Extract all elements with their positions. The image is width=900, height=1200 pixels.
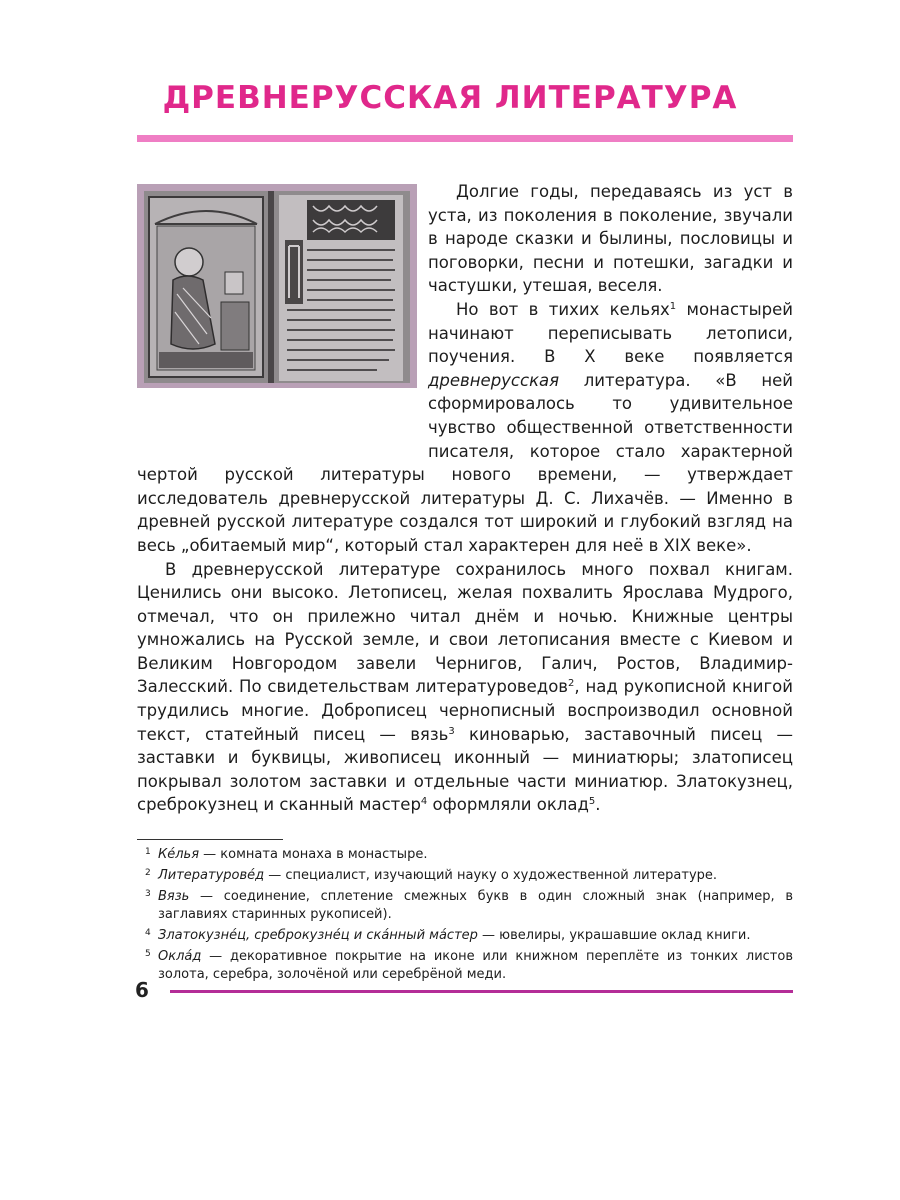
paragraph-3-text-a: В древнерусской литературе сохранилось много похвал книгам. Ценились они высоко. Летописец, желая похвалить Ярослава Мудрого, отмечал, что он прилежно читал днём и ночью. Книжные центры умножались на Русской земле, и свои летописания вместе с Киевом и Великим Новгородом завели Чернигов, Галич, Ростов, Владимир-Залесский. По свидетельствам литературоведов <box>137 559 793 697</box>
paragraph-3-text-e: . <box>595 795 601 815</box>
footnote-2 <box>137 867 793 885</box>
footnote-definition: — специалист, изучающий науку о художественной литературе. <box>264 868 718 883</box>
paragraph-1: Долгие годы, передаваясь из уст в уста, из поколения в поколение, звучали в народе сказки и былины, пословицы и поговорки, песни и потешки, загадки и частушки, утешая, веселя. <box>428 182 793 296</box>
paragraph-3-text-b: , над рукописной книгой трудились многие. Доброписец чернописный воспроизводил основной текст, статейный писец — вязь <box>137 677 793 744</box>
footnote-term: Вязь <box>158 889 190 904</box>
footnote-4 <box>137 927 793 945</box>
paragraph-2-text-b: монастырей начинают переписывать летописи, поучения. В X веке появляется <box>428 299 793 367</box>
footnote-term: Златокузне́ц, среброкузне́ц и ска́нный ма́стер <box>158 928 478 943</box>
footnote-ref-5[interactable]: 5 <box>588 796 596 808</box>
footnote-ref-4[interactable]: 4 <box>420 796 428 808</box>
paragraph-2-italic-term: древнерусская <box>428 370 560 390</box>
footnote-divider <box>137 839 283 840</box>
paragraph-2-text-a: Но вот в тихих кельях <box>456 299 670 319</box>
footnote-ref-2[interactable]: 2 <box>568 678 575 690</box>
paragraph-3 <box>137 558 793 818</box>
footnote-ref-3[interactable]: 3 <box>448 725 455 737</box>
footer-divider <box>170 990 793 993</box>
footnote-number: 2 <box>145 868 151 878</box>
paragraph-3-text-c: киноварью, заставочный писец — заставки и буквицы, живописец иконный — миниатюры; златописец покрывал золотом заставки и отдельные части миниатюр. Златокузнец, среброкузнец и сканный мастер <box>137 724 793 815</box>
footnote-number: 3 <box>145 889 151 899</box>
footnote-number: 4 <box>145 928 151 938</box>
footnotes-section <box>137 839 793 987</box>
paragraph-3-text-d: оформляли оклад <box>427 795 589 815</box>
footnote-term: Литературове́д <box>158 868 265 883</box>
footnote-number: 1 <box>145 847 151 857</box>
footnote-number: 5 <box>145 949 151 959</box>
footnote-ref-1[interactable]: 1 <box>669 300 677 312</box>
footnote-definition: — ювелиры, украшавшие оклад книги. <box>477 928 751 943</box>
footnote-term: Ке́лья <box>158 847 200 862</box>
footnote-3 <box>137 888 793 924</box>
body-text <box>137 180 793 817</box>
paragraph-2-text-c: литература. «В ней сформировалось то удивительное чувство общественной ответственности писателя, которое стало характерной чертой русской литературы нового времени, — утверждает исследователь древнерусской литературы Д. С. Лихачёв. — Именно в древней русской литературе создался тот широкий и глубокий взгляд на весь „обитаемый мир“, который стал характерен для неё в XIX веке». <box>137 370 793 555</box>
illustration-text-wrap-spacer <box>137 180 428 442</box>
footnote-definition: — соединение, сплетение смежных букв в один сложный знак (например, в заглавиях старинных рукописей). <box>158 889 793 922</box>
chapter-title: ДРЕВНЕРУССКАЯ ЛИТЕРАТУРА <box>162 80 738 116</box>
title-divider <box>137 135 793 142</box>
footnote-definition: — декоративное покрытие на иконе или книжном переплёте из тонких листов золота, серебра, золочёной или серебрёной меди. <box>158 949 793 982</box>
footnote-5 <box>137 948 793 984</box>
page-number: 6 <box>135 978 149 1002</box>
footnote-term: Окла́д <box>158 949 202 964</box>
footnote-1 <box>137 846 793 864</box>
footnote-definition: — комната монаха в монастыре. <box>199 847 428 862</box>
